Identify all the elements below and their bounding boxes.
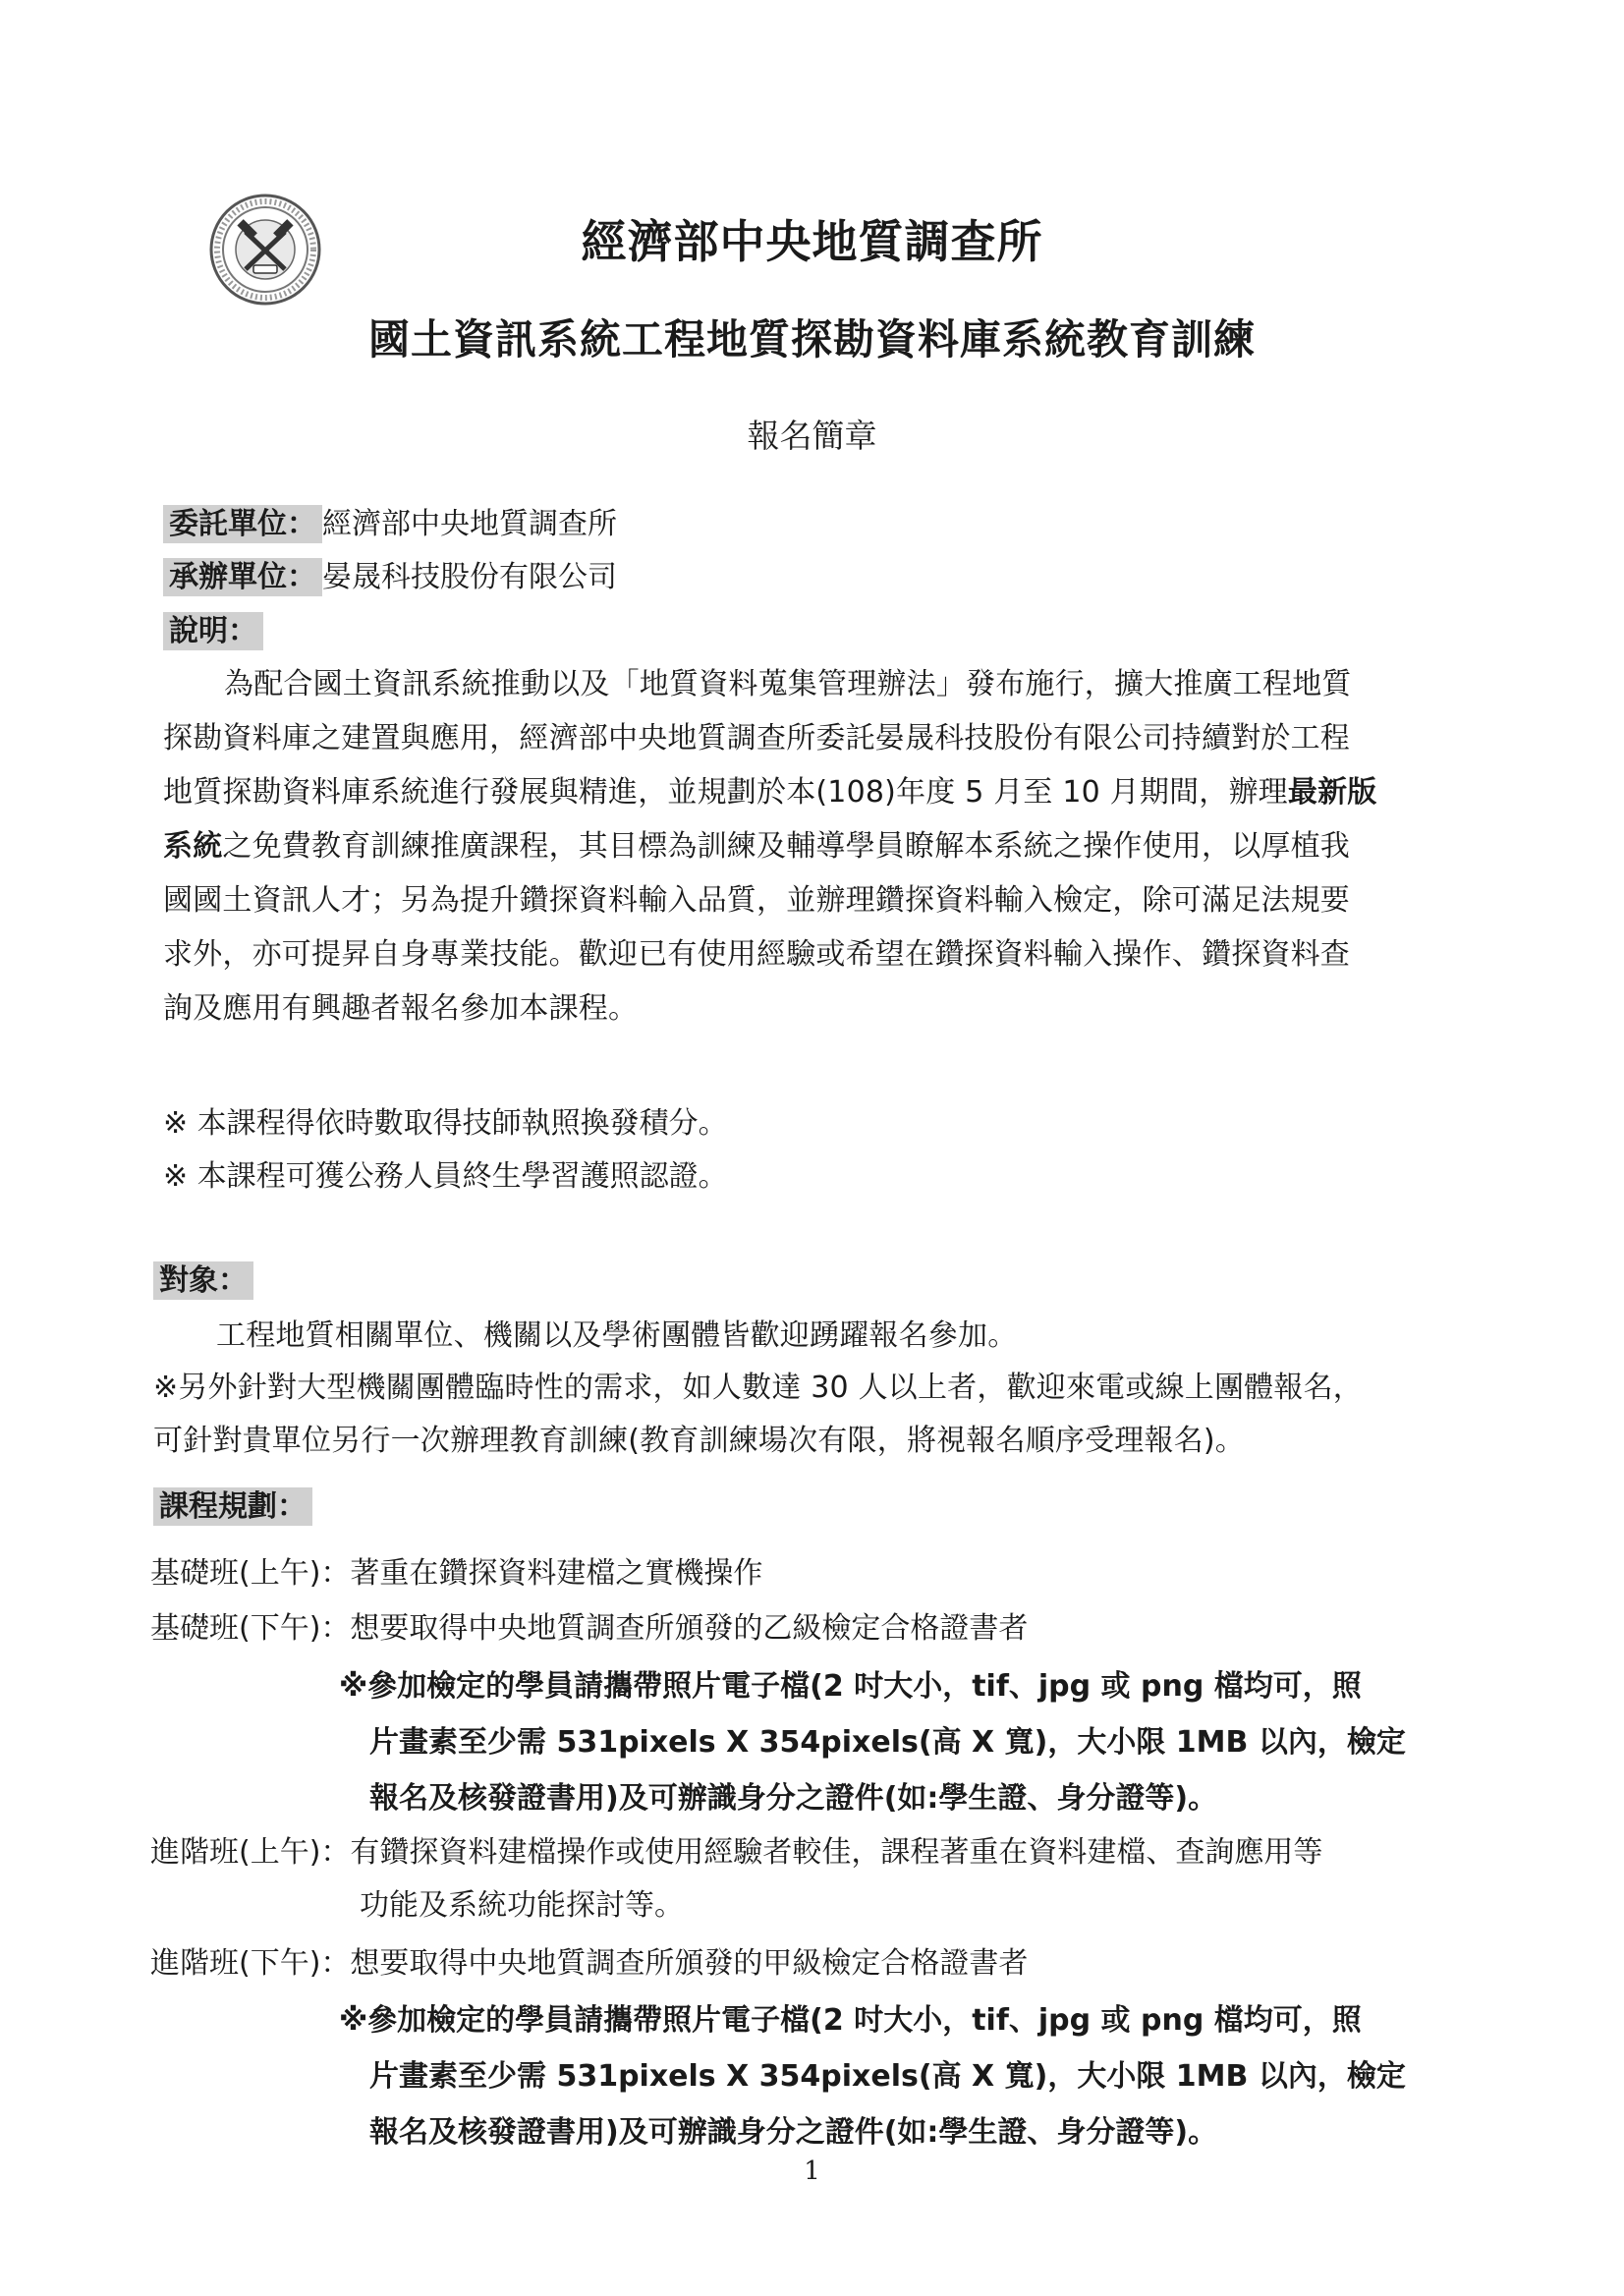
contractor-unit-label: 承辦單位： [163,558,322,596]
agency-title: 經濟部中央地質調查所 [581,215,1043,268]
description-line: 詢及應用有興趣者報名參加本課程。 [163,991,639,1026]
course-heading [153,1482,312,1525]
course-advanced-am-cont: 功能及系統功能探討等。 [360,1888,684,1923]
basic-exam-note: 片畫素至少需 531pixels X 354pixels(高 X 寬)，大小限 1MB 以內，檢定 [369,1725,1406,1760]
commissioned-unit-row [163,499,617,542]
audience-line: 可針對貴單位另行一次辦理教育訓練(教育訓練場次有限，將視報名順序受理報名)。 [153,1424,1246,1458]
advanced-exam-note: 報名及核發證書用)及可辦識身分之證件(如:學生證、身分證等)。 [369,2115,1218,2150]
audience-line: 工程地質相關單位、機關以及學術團體皆歡迎踴躍報名參加。 [216,1318,1018,1353]
description-line: 求外，亦可提昇自身專業技能。歡迎已有使用經驗或希望在鑽探資料輸入操作、鑽探資料查 [163,937,1350,972]
description-emphasis: 系統 [163,829,223,864]
description-text: 地質探勘資料庫系統進行發展與精進，並規劃於本(108)年度 5 月至 10 月期間，辦理 [163,775,1288,810]
audience-line: ※另外針對大型機關團體臨時性的需求，如人數達 30 人以上者，歡迎來電或線上團體報名， [153,1371,1363,1405]
course-label: 課程規劃： [153,1487,312,1526]
document-type: 報名簡章 [747,417,877,455]
page-number: 1 [804,2156,820,2186]
basic-exam-note: 報名及核發證書用)及可辦識身分之證件(如:學生證、身分證等)。 [369,1781,1218,1816]
commissioned-unit-value: 經濟部中央地質調查所 [322,507,617,541]
description-heading [163,606,263,649]
description-line: 探勘資料庫之建置與應用，經濟部中央地質調查所委託晏晟科技股份有限公司持續對於工程 [163,721,1350,756]
audience-heading [153,1256,253,1299]
course-advanced-am: 進階班(上午)：有鑽探資料建檔操作或使用經驗者較佳，課程著重在資料建檔、查詢應用等 [150,1835,1323,1870]
description-emphasis: 最新版 [1287,775,1377,810]
course-basic-pm: 基礎班(下午)：想要取得中央地質調查所頒發的乙級檢定合格證書者 [150,1611,1029,1646]
note-item: ※ 本課程得依時數取得技師執照換發積分。 [163,1106,728,1141]
audience-label: 對象： [153,1261,253,1300]
note-item: ※ 本課程可獲公務人員終生學習護照認證。 [163,1159,728,1194]
contractor-unit-value: 晏晟科技股份有限公司 [322,560,617,594]
description-text: 之免費教育訓練推廣課程，其目標為訓練及輔導學員瞭解本系統之操作使用，以厚植我 [222,829,1351,864]
commissioned-unit-label: 委託單位： [163,505,322,543]
description-line: 為配合國土資訊系統推動以及「地質資料蒐集管理辦法」發布施行，擴大推廣工程地質 [224,667,1352,701]
description-line [163,775,1377,810]
course-advanced-pm: 進階班(下午)：想要取得中央地質調查所頒發的甲級檢定合格證書者 [150,1946,1029,1981]
description-line: 國國土資訊人才；另為提升鑽探資料輸入品質，並辦理鑽探資料輸入檢定，除可滿足法規要 [163,883,1350,918]
advanced-exam-note: ※參加檢定的學員請攜帶照片電子檔(2 吋大小，tif、jpg 或 png 檔均可，照 [339,2003,1362,2038]
program-title: 國土資訊系統工程地質探勘資料庫系統教育訓練 [367,315,1256,364]
advanced-exam-note: 片畫素至少需 531pixels X 354pixels(高 X 寬)，大小限 1MB 以內，檢定 [369,2059,1406,2094]
description-label: 說明： [163,612,263,650]
basic-exam-note: ※參加檢定的學員請攜帶照片電子檔(2 吋大小，tif、jpg 或 png 檔均可，照 [339,1669,1362,1704]
description-line [163,829,1351,864]
course-basic-am: 基礎班(上午)：著重在鑽探資料建檔之實機操作 [150,1556,763,1591]
contractor-unit-row [163,552,617,595]
